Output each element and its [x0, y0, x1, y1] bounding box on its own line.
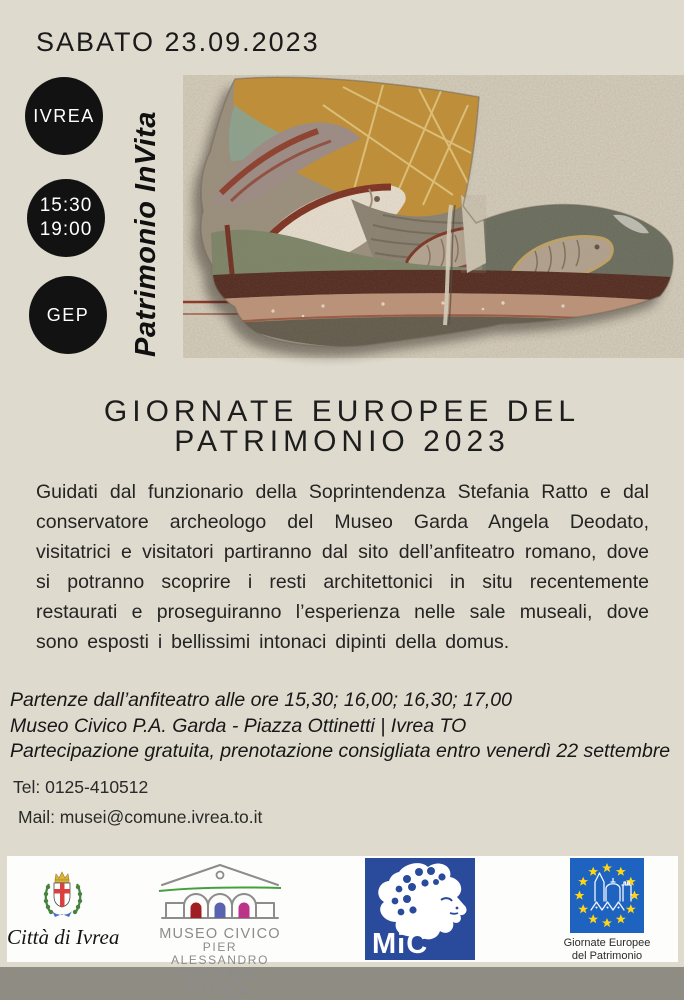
gep-caption-line2: del Patrimonio: [571, 950, 643, 962]
gep-eu-stars-icon: [570, 858, 644, 933]
citta-ivrea-crest-icon: [38, 871, 88, 919]
title-line2: PATRIMONIO 2023: [174, 425, 510, 458]
email-address: Mail: musei@comune.ivrea.to.it: [18, 807, 263, 827]
page-title: [0, 397, 684, 457]
info-departures: Partenze dall’anfiteatro alle ore 15,30; 16,00; 16,30; 17,00: [10, 689, 512, 711]
date-heading: SABATO 23.09.2023: [36, 27, 320, 57]
gep-eu-flag: [570, 858, 644, 933]
badge-ivrea-label: IVREA: [33, 105, 95, 126]
museo-label-line2: PIER ALESSANDRO: [170, 940, 270, 967]
phone-number: Tel: 0125-410512: [13, 777, 149, 797]
badge-ivrea: [25, 77, 103, 155]
museo-label-line3: GARDA IVREA: [183, 965, 257, 1000]
badge-time-end: 19:00: [39, 219, 93, 240]
mic-logo: [365, 858, 475, 960]
citta-ivrea-label: Città di Ivrea: [7, 925, 120, 949]
fresco-photo: [183, 75, 684, 358]
gep-logo: [552, 858, 662, 963]
fresco-photo-art: [183, 75, 684, 358]
museo-label-line1: MUSEO CIVICO: [159, 926, 281, 942]
museo-civico-logo: [157, 862, 283, 999]
museo-civico-building-icon: [158, 862, 282, 920]
footer-logo-bar: [7, 856, 678, 1000]
gep-caption: [552, 937, 662, 963]
badge-gep: [29, 276, 107, 354]
gep-caption-line1: Giornate Europee: [563, 937, 651, 949]
info-venue: Museo Civico P.A. Garda - Piazza Ottinetti | Ivrea TO: [10, 714, 467, 737]
vertical-banner: Patrimonio InVita: [130, 111, 162, 357]
citta-ivrea-logo: [7, 856, 119, 962]
info-booking: Partecipazione gratuita, prenotazione consigliata entro venerdì 22 settembre: [10, 740, 671, 762]
contact-block: [13, 772, 262, 832]
practical-info: [10, 688, 682, 765]
badge-gep-label: GEP: [46, 304, 90, 325]
title-line1: GIORNATE EUROPEE DEL: [103, 395, 581, 428]
badge-time-start: 15:30: [39, 195, 93, 216]
event-description: Guidati dal funzionario della Soprintendenza Stefania Ratto e dal conservatore archeologo del Museo Garda Angela Deodato, visitatrici e visitatori partiranno dal sito dell’anfiteatro romano, dove si potranno scoprire i resti architettonici in situ recentemente restaurati e proseguiranno l’esperienza nelle sale museali, dove sono esposti i bellissimi intonaci dipinti della domus.: [36, 481, 649, 653]
mic-label: MiC: [372, 928, 429, 960]
badge-times: [27, 179, 105, 257]
